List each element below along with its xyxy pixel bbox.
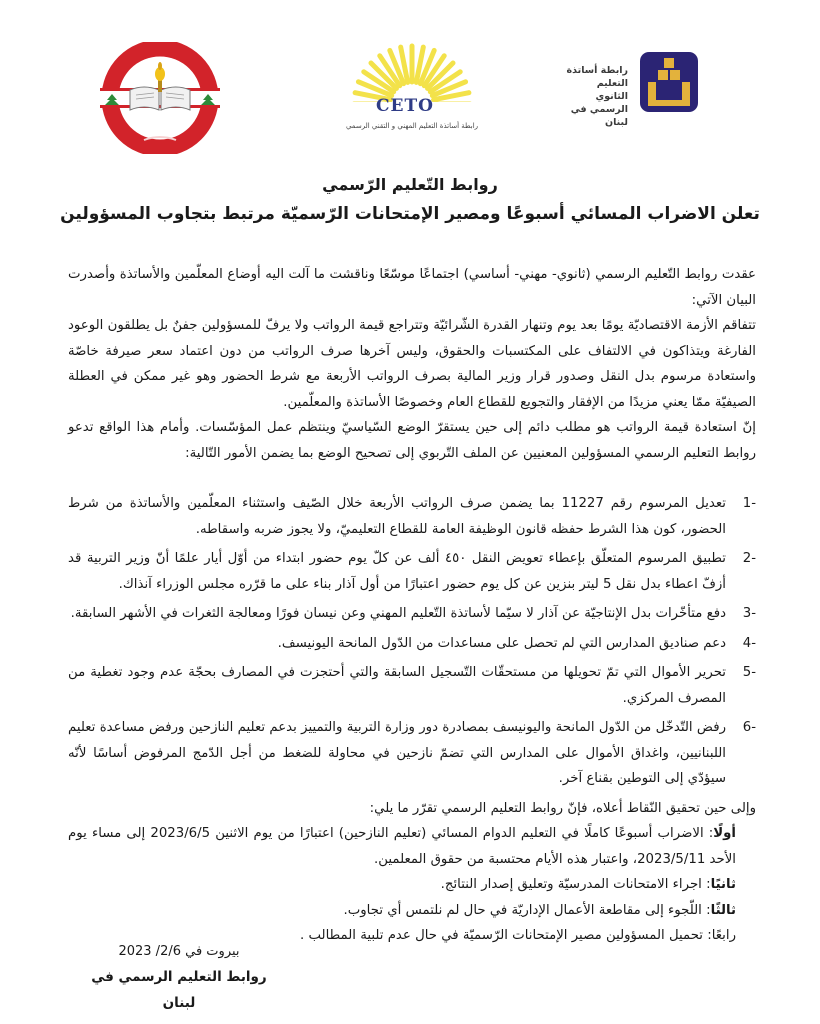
intro-paragraph: عقدت روابط التّعليم الرسمي (ثانوي- مهني- أساسي) اجتماعًا موسّعًا وناقشت ما آلت اليه أوضاع المعلّمين والأساتذة وأصدرت البيان الآتي:: [68, 267, 756, 308]
signature-block: [84, 940, 274, 1016]
signature-org: روابط التعليم الرسمي في لبنان: [91, 969, 267, 1011]
resolution-intro: وإلى حين تحقيق النّقاط أعلاه، فإنّ روابط التعليم الرسمي تقرّر ما يلي:: [369, 800, 756, 816]
demand-paragraph: إنّ استعادة قيمة الرواتب هو مطلب دائم إلى حين يستقرّ الوضع السّياسيّ وينتظم عمل المؤسّسات. وأمام هذا الواقع تدعو روابط التعليم الرسمي المسؤولين المعنيين عن الملف التّربوي إلى تصحيح الوضع بما يضمن الأمور التّالية:: [68, 420, 756, 461]
logos-header: [0, 38, 820, 158]
decision-item: رابعًا: تحميل المسؤولين مصير الإمتحانات الرّسميّة في حال عدم تلبية المطالب .: [300, 928, 736, 943]
ceto-logo: [332, 42, 492, 132]
page-subtitle: تعلن الاضراب المسائي أسبوعًا ومصير الإمتحانات الرّسميّة مرتبط بتجاوب المسؤولين: [60, 204, 760, 224]
demands-list: [68, 491, 756, 792]
page-title: روابط التّعليم الرّسمي: [322, 175, 498, 194]
statement-body: [68, 262, 756, 949]
basic-education-league-logo: [98, 42, 222, 154]
list-item: -5 تحرير الأموال التي تمّ تحويلها من مستحقّات التّسجيل السابقة والتي أحتجزت في المصارف بحجّة عدم وجود تغطية من المصرف المركزي.: [68, 665, 756, 706]
list-item: -6 رفض التّدخّل من الدّول المانحة واليونيسف بمصادرة دور وزارة التربية والتمييز بدعم تعليم النازحين ورفض مساعدة تعليم اللبنانيين، واغداق الأموال على المدارس التي تضمّ نازحين في محاولة للضغط من أجل الدّمج المرفوض أساسًا لأنّه سيؤدّي إلى التوطين بقناع آخر.: [68, 720, 756, 786]
decision-item: ثانيًا: اجراء الامتحانات المدرسيّة وتعليق إصدار النتائج.: [440, 877, 736, 892]
list-item: -2 تطبيق المرسوم المتعلّق بإعطاء تعويض النقل ٤٥٠ ألف عن كلّ يوم حضور ابتداء من أوّل أيار علمًا أنّ وزير التربية قد أزفّ اعطاء بدل نقل 5 ليتر بنزين عن كل يوم حضور اعتبارًا من أول آذار بناء على ما قرّره مجلس الوزراء آنذاك.: [68, 551, 756, 592]
league-name-text: رابطة أساتذة التعليم الثانوي الرسمي في لبنان: [566, 65, 628, 128]
list-item: -4 دعم صناديق المدارس التي لم تحصل على مساعدات من الدّول المانحة اليونيسف.: [277, 635, 756, 651]
decision-item: ثالثًا: اللّجوء إلى مقاطعة الأعمال الإداريّة في حال لم نلتمس أي تجاوب.: [343, 902, 736, 918]
ceto-wordmark: CETO: [376, 96, 434, 116]
list-item: -3 دفع متأخّرات بدل الإنتاجيّة عن آذار لا سيّما لأساتذة التّعليم المهني وعن نيسان فورًا ومعالجة الثغرات في الأشهر السابقة.: [70, 606, 756, 621]
secondary-education-league-logo: [566, 50, 706, 128]
decision-item: أولًا: الاضراب أسبوعًا كاملًا في التعليم الدوام المسائي (تعليم النازحين) اعتبارًا من يوم الاثنين 2023/6/5 إلى مساء يوم الأحد 2023/5/11، واعتبار هذه الأيام محتسبة من حقوق المعلمين.: [68, 826, 736, 867]
context-paragraph: تتفاقم الأزمة الاقتصاديّة يومًا بعد يوم وتنهار القدرة الشّرائيّة وتتراجع قيمة الرواتب ولا يرفّ للمسؤولين جفنٌ بل يطلقون الوعود الفارغة ويتذاكون في الالتفاف على المكتسبات والحقوق، وليس آخرها صرف الرواتب من دون اعتماد سعر صيرفة خاصّة واستعادة مرسوم بدل النقل وصدور قرار وزير المالية بصرف الرواتب الأربعة مع شرط الحضور وهو غير ممكن في العطلة الصيفيّة ممّا يعني مزيدًا من الإفقار والتجويع للقطاع العام وخصوصًا الأساتذة والمعلّمين.: [68, 318, 756, 410]
ceto-subtitle: رابطة أساتذة التعليم المهني و التقني الرسمي: [345, 122, 479, 130]
league-emblem-icon: [640, 52, 698, 112]
list-item: -1 تعديل المرسوم رقم 11227 بما يضمن صرف الرواتب الأربعة خلال الصّيف واستثناء المعلّمين والأساتذة من شرط الحضور، كون هذا الشرط حفظه قانون الوظيفة العامة للقطاع التعليميّ، ولا يجوز ضربه واسقاطه.: [68, 496, 756, 537]
signature-date: بيروت في 2/6/ 2023: [118, 944, 240, 959]
sun-rays-icon: [332, 42, 492, 102]
torch-icon: [155, 62, 165, 92]
